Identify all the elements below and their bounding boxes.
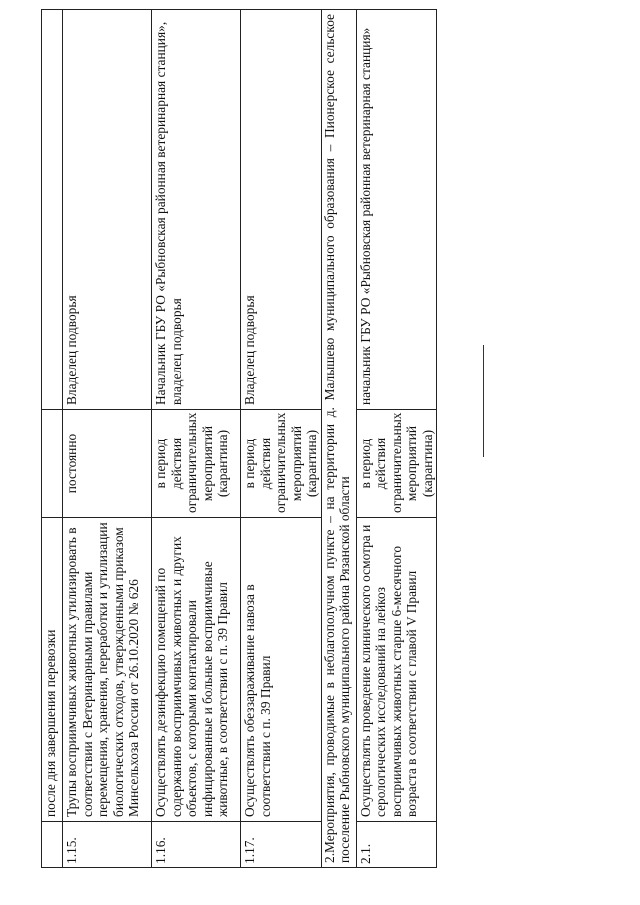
period-text [42,410,63,518]
section-2-heading: 2.Мероприятия, проводимые в неблагополучном пункте – на территории д. Малышево муниципального образования – Пионерское сельское поселение Рыбновского муниципального района Рязанской области [321,10,356,868]
section-heading-row [321,10,356,868]
period-text: в период действия ограничительных мероприятий (карантина) [152,410,241,518]
responsible-text: Начальник ГБУ РО «Рыбновская районная ветеринарная станция», владелец подворья [152,10,241,410]
measure-text: Трупы восприимчивых животных утилизировать в соответствии с Ветеринарными правилами перемещения, хранения, переработки и утилизации биологических отходов, утвержденными приказом Минсельхоза России от 26.10.2020 № 626 [63,518,152,822]
row-number: 1.16. [152,822,241,868]
responsible-text: начальник ГБУ РО «Рыбновская районная ветеринарная станция» [356,10,437,410]
table-row [356,10,437,868]
table-row [152,10,241,868]
responsible-text: Владелец подворья [241,10,322,410]
rotated-table-sheet [41,10,435,868]
row-number: 1.15. [63,822,152,868]
separator-line [483,345,484,457]
row-number [42,822,63,868]
table-row [63,10,152,868]
row-number: 2.1. [356,822,437,868]
table-row [241,10,322,868]
measure-text: после дня завершения перевозки [42,518,63,822]
responsible-text: Владелец подворья [63,10,152,410]
period-text: постоянно [63,410,152,518]
measures-table [41,9,437,868]
responsible-text [42,10,63,410]
table-row [42,10,63,868]
measure-text: Осуществлять дезинфекцию помещений по содержанию восприимчивых животных и других объектов, с которыми контактировали инфицированные и больные восприимчивые животные, в соответствии с п. 39 Правил [152,518,241,822]
period-text: в период действия ограничительных мероприятий (карантина) [356,410,437,518]
measure-text: Осуществлять проведение клинического осмотра и серологических исследований на лейкоз восприимчивых животных старше 6-месячного возраста в соответствии с главой V Правил [356,518,437,822]
period-text: в период действия ограничительных мероприятий (карантина) [241,410,322,518]
measure-text: Осуществлять обеззараживание навоза в соответствии с п. 39 Правил [241,518,322,822]
row-number: 1.17. [241,822,322,868]
